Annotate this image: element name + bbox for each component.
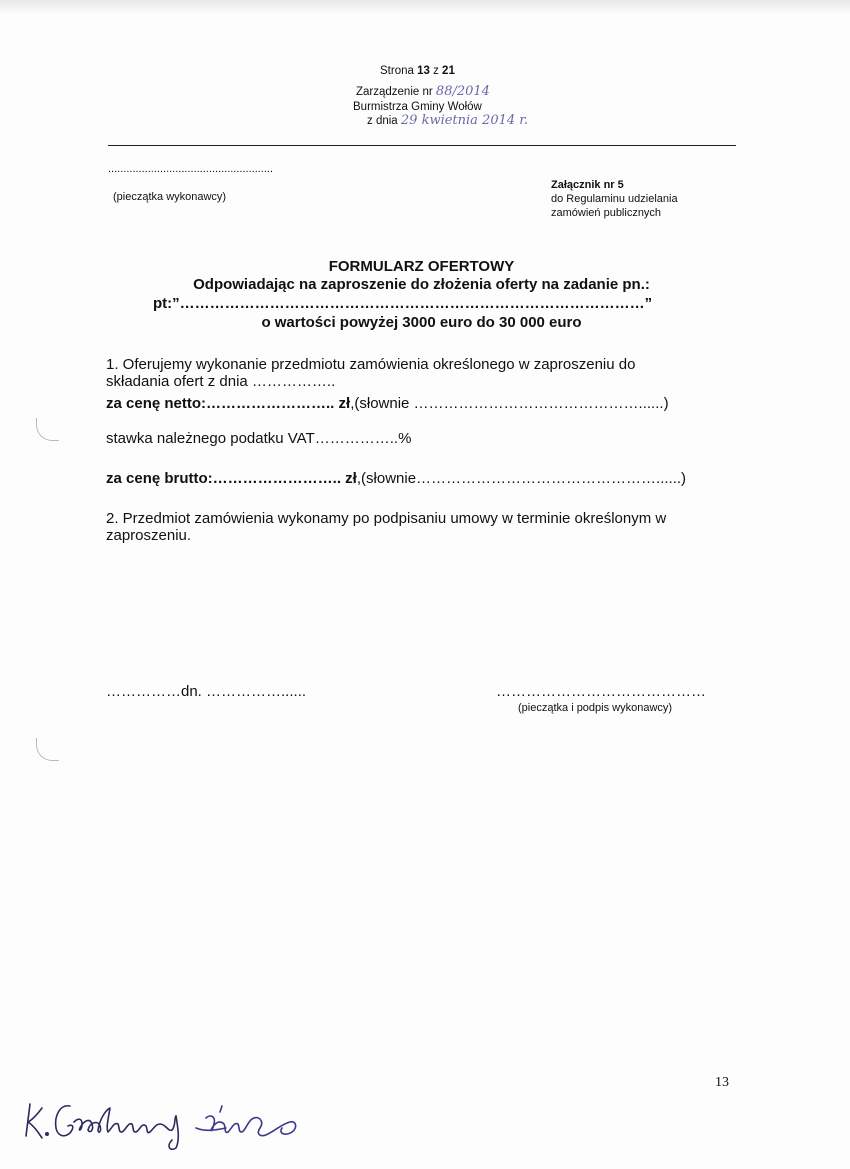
stamp-dots: ...................................................... (108, 163, 274, 175)
item1-line2: składania ofert z dnia …………….. (106, 373, 336, 390)
page-counter (380, 65, 455, 78)
page-number: 13 (715, 1075, 729, 1090)
signature-dots: …………………………………… (496, 683, 706, 700)
attachment-line2: zamówień publicznych (551, 207, 662, 219)
value-range-line: o wartości powyżej 3000 euro do 30 000 euro (261, 314, 582, 331)
date-handwritten: 29 kwietnia 2014 r. (400, 113, 529, 128)
issuer-line: Burmistrza Gminy Wołów (353, 101, 482, 113)
margin-punch-mark (36, 738, 59, 761)
form-subtitle: Odpowiadając na zaproszenie do złożenia oferty na zadanie pn.: (193, 276, 650, 293)
order-label: Zarządzenie nr (356, 86, 433, 98)
vat-rate-line: stawka należnego podatku VAT……………..% (106, 430, 412, 447)
attachment-line1: do Regulaminu udzielania (551, 193, 678, 205)
gross-price-label: za cenę brutto:…………………….. zł (106, 470, 357, 487)
page-counter-current: 13 (417, 65, 430, 77)
task-name-line: pt:”…………………………………………………………………………………” (153, 295, 653, 312)
net-price-label: za cenę netto:…………………….. zł (106, 395, 351, 412)
date-label: z dnia (367, 115, 398, 127)
attachment-title: Załącznik nr 5 (551, 179, 624, 191)
item2-line1: 2. Przedmiot zamówienia wykonamy po podpisaniu umowy w terminie określonym w (106, 510, 667, 527)
signature-caption: (pieczątka i podpis wykonawcy) (518, 702, 673, 714)
handwritten-signature (20, 1088, 310, 1154)
form-title: FORMULARZ OFERTOWY (328, 258, 515, 275)
page-counter-of: z (433, 65, 439, 77)
net-price-line (106, 395, 669, 412)
page-counter-total: 21 (442, 65, 455, 77)
place-date-line: ……………dn. ……………...... (106, 683, 307, 700)
item1-line1: 1. Oferujemy wykonanie przedmiotu zamówienia określonego w zaproszeniu do (106, 356, 636, 373)
order-line (356, 85, 490, 99)
net-price-words: ,(słownie ………………………………………......) (350, 395, 669, 412)
header-divider (108, 145, 736, 146)
stamp-caption: (pieczątka wykonawcy) (113, 191, 227, 203)
page-counter-label: Strona (380, 65, 414, 77)
margin-punch-mark (36, 418, 59, 441)
order-number-handwritten: 88/2014 (435, 84, 490, 99)
date-line (367, 114, 528, 128)
scan-edge (0, 0, 850, 14)
gross-price-words: ,(słownie…………………………………………......) (356, 470, 687, 487)
item2-line2: zaproszeniu. (106, 527, 192, 544)
gross-price-line (106, 470, 686, 487)
